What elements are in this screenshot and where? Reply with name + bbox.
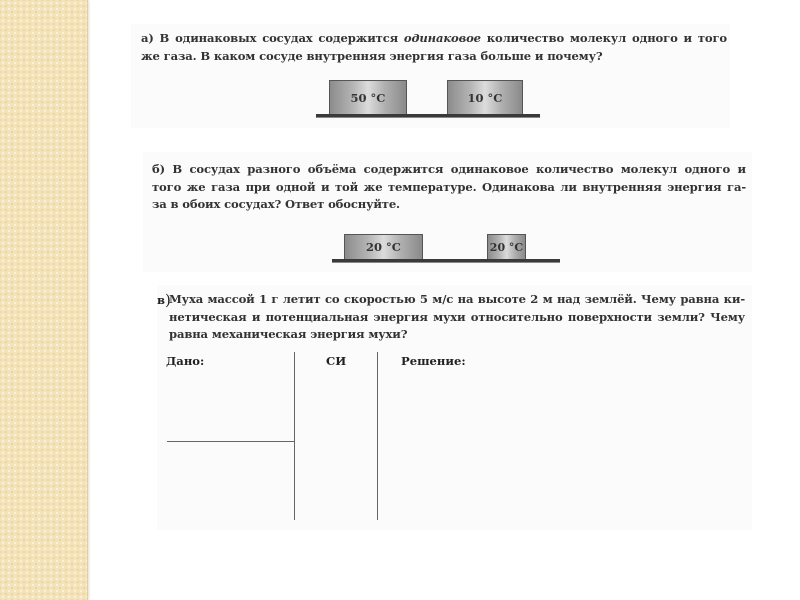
vessel-temperature-label: 10 °C (467, 90, 503, 105)
si-column-header: СИ (326, 354, 347, 368)
solution-column-header: Решение: (401, 354, 466, 368)
task-c-question (169, 291, 745, 344)
ground-line (332, 259, 560, 263)
task-b-line-3: за в обоих сосудах? Ответ обоснуйте. (152, 197, 400, 211)
task-a-text: количество молекул одного и того (480, 31, 727, 45)
vessel-cold (447, 80, 523, 115)
task-b-question (152, 161, 746, 214)
task-c-line-2: нетическая и потенциальная энергия мухи относительно поверхности земли? Чему (169, 309, 745, 324)
vessel-temperature-label: 20 °C (366, 240, 401, 254)
vessel-temperature-label: 20 °C (489, 240, 524, 254)
ground-line (316, 114, 540, 118)
vessel-large (344, 234, 423, 260)
task-c-marker-paren: ) (165, 291, 171, 309)
vessel-small (487, 234, 526, 260)
vessel-temperature-label: 50 °C (350, 90, 386, 105)
table-divider-si-solution (377, 352, 378, 520)
task-a-line-1 (141, 30, 727, 48)
task-a-question (141, 30, 727, 65)
task-c-line-1: Муха массой 1 г летит со скоростью 5 м/с на высоте 2 м над землёй. Чему равна ки- (169, 292, 745, 306)
vessel-hot (329, 80, 407, 115)
task-b-line-1: б) В сосудах разного объёма содержится одинаковое количество молекул одного и (152, 162, 746, 176)
task-a-line-2 (141, 48, 727, 66)
decorative-side-strip (0, 0, 88, 600)
task-a-text: а) В одинаковых сосудах содержится (141, 31, 404, 45)
given-find-divider (167, 441, 294, 442)
task-c-line-3: равна механическая энергия мухи? (169, 327, 408, 341)
given-column-header: Дано: (166, 354, 205, 368)
task-b-line-2: того же газа при одной и той же температуре. Одинакова ли внутренняя энергия га- (152, 179, 746, 194)
task-a-emphasis: одинаковое (403, 31, 481, 45)
task-a-text: же газа. В каком сосуде внутренняя энергия газа больше и почему? (141, 48, 603, 63)
table-divider-given-si (294, 352, 295, 520)
task-c-marker-letter: в (157, 293, 165, 307)
